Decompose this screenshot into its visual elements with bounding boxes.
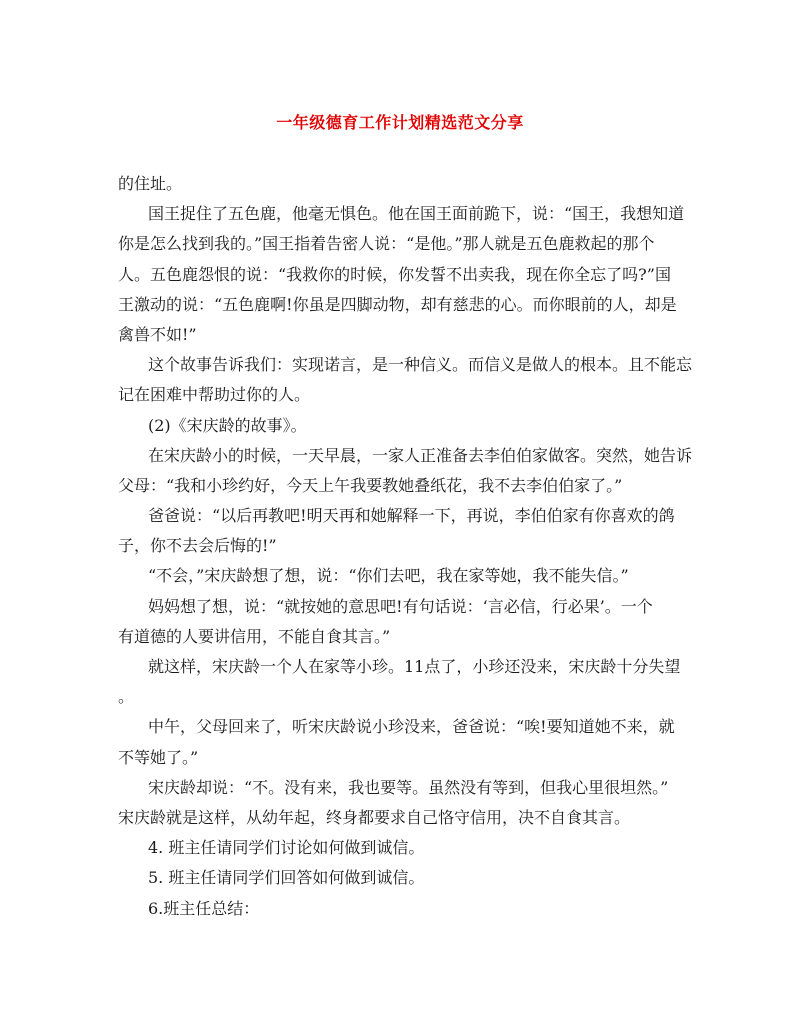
document-title: 一年级德育工作计划精选范文分享 [276,113,524,132]
text-line: 爸爸说：“以后再教吧!明天再和她解释一下，再说，李伯伯家有你喜欢的鸽 [148,506,675,526]
text-line: 这个故事告诉我们：实现诺言，是一种信义。而信义是做人的根本。且不能忘 [148,355,693,375]
text-line: 的住址。 [118,174,183,193]
text-line: 人。五色鹿怨恨的说：“我救你的时候，你发誓不出卖我，现在你全忘了吗?”国 [118,264,671,284]
text-line: 妈妈想了想，说：“就按她的意思吧!有句话说：‘言必信，行必果’。一个 [148,596,653,616]
text-line: 王激动的说：“五色鹿啊!你虽是四脚动物，却有慈悲的心。而你眼前的人，却是 [118,294,677,314]
document-body [118,169,693,924]
text-line: 5. 班主任请同学们回答如何做到诚信。 [148,868,425,888]
text-line: 中午，父母回来了，听宋庆龄说小珍没来，爸爸说：“唉!要知道她不来，就 [148,717,675,737]
text-line: (2)《宋庆龄的故事》。 [148,415,307,435]
text-line: 国王捉住了五色鹿，他毫无惧色。他在国王面前跪下，说：“国王，我想知道 [148,204,685,224]
text-line: 记在困难中帮助过你的人。 [118,385,311,405]
text-line: 父母：“我和小珍约好，今天上午我要教她叠纸花，我不去李伯伯家了。” [118,475,623,495]
text-line: 宋庆龄却说：“不。没有来，我也要等。虽然没有等到，但我心里很坦然。” [148,777,669,797]
text-line: 6.班主任总结： [148,898,260,918]
text-line: “不会，”宋庆龄想了想，说：“你们去吧，我在家等她，我不能失信。” [148,566,629,586]
text-line: 。 [118,687,135,707]
text-line: 子，你不去会后悔的!” [118,536,277,556]
text-line: 你是怎么找到我的。”国王指着告密人说：“是他。”那人就是五色鹿救起的那个 [118,234,655,254]
text-line: 在宋庆龄小的时候，一天早晨，一家人正准备去李伯伯家做客。突然，她告诉 [148,445,693,465]
text-line: 有道德的人要讲信用，不能自食其言。” [118,626,391,646]
text-line: 就这样，宋庆龄一个人在家等小珍。11点了，小珍还没来，宋庆龄十分失望 [148,657,681,676]
text-line: 宋庆龄就是这样，从幼年起，终身都要求自己恪守信用，决不自食其言。 [118,807,631,827]
text-line: 禽兽不如!” [118,324,197,344]
text-line: 4. 班主任请同学们讨论如何做到诚信。 [148,838,425,858]
text-line: 不等她了。” [118,747,199,767]
